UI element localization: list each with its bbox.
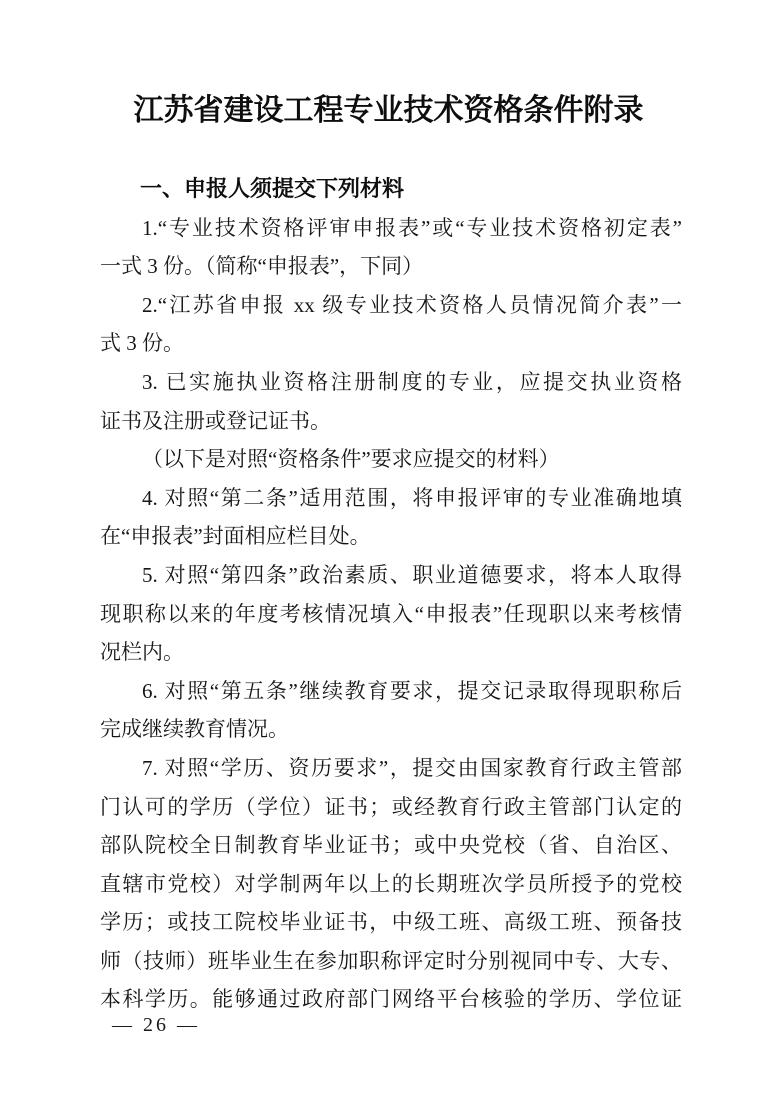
text-line: 况栏内。 (100, 640, 184, 665)
text-line: 在“申报表”封面相应栏目处。 (100, 524, 371, 549)
document-body (100, 170, 682, 1019)
text-line: 7. 对照“学历、资历要求”，提交由国家教育行政主管部 (142, 755, 682, 780)
text-line: 直辖市党校）对学制两年以上的长期班次学员所授予的党校 (100, 871, 682, 896)
text-line: 门认可的学历（学位）证书；或经教育行政主管部门认定的 (100, 794, 682, 819)
text-line: 3. 已实施执业资格注册制度的专业，应提交执业资格 (142, 369, 682, 394)
text-line: 2.“江苏省申报 xx 级专业技术资格人员情况简介表”一 (142, 292, 682, 317)
text-line: 现职称以来的年度考核情况填入“申报表”任现职以来考核情 (100, 601, 682, 626)
text-line: 式 3 份。 (100, 331, 184, 356)
paragraphs (100, 209, 682, 1019)
text-line: （以下是对照“资格条件”要求应提交的材料） (142, 447, 560, 472)
text-line: 证书及注册或登记证书。 (100, 408, 331, 433)
text-line: 完成继续教育情况。 (100, 717, 289, 742)
text-line: 本科学历。能够通过政府部门网络平台核验的学历、学位证 (100, 987, 682, 1012)
text-line: 学历；或技工院校毕业证书，中级工班、高级工班、预备技 (100, 910, 682, 935)
page-number: — 26 — (112, 1014, 200, 1036)
text-line: 师（技师）班毕业生在参加职称评定时分别视同中专、大专、 (100, 948, 682, 973)
document-title: 江苏省建设工程专业技术资格条件附录 (133, 94, 644, 127)
section-heading: 一、申报人须提交下列材料 (140, 176, 405, 201)
text-line: 一式 3 份。（简称“申报表”，下同） (100, 254, 424, 279)
text-line: 6. 对照“第五条”继续教育要求，提交记录取得现职称后 (142, 678, 682, 703)
text-line: 4. 对照“第二条”适用范围，将申报评审的专业准确地填 (142, 485, 682, 510)
text-line: 部队院校全日制教育毕业证书；或中央党校（省、自治区、 (100, 833, 682, 858)
text-line: 5. 对照“第四条”政治素质、职业道德要求，将本人取得 (142, 562, 682, 587)
text-line: 1.“专业技术资格评审申报表”或“专业技术资格初定表” (142, 215, 682, 240)
